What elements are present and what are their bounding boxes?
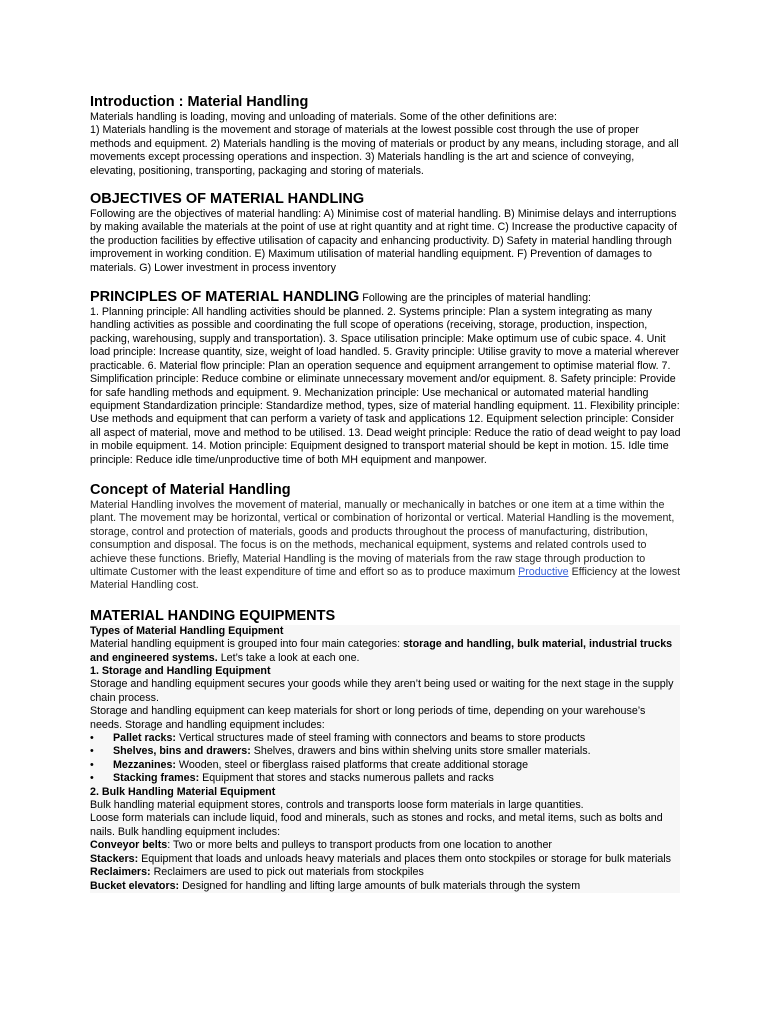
bulk-item-text: Reclaimers are used to pick out materials from stockpiles <box>150 866 424 879</box>
storage-heading-text: 1. Storage and Handling Equipment <box>90 665 271 677</box>
list-item-label: Mezzanines: <box>113 758 176 771</box>
document-page <box>90 94 682 893</box>
concept-tail: Efficiency at the lowest Material Handling cost. <box>90 565 681 592</box>
types-lead: Material handling equipment is grouped into four main categories: <box>90 638 404 651</box>
list-item-text: Vertical structures made of steel framing with connectors and beams to store products <box>175 732 586 745</box>
types-paragraph <box>90 638 680 665</box>
types-heading <box>90 625 680 638</box>
equipment-section <box>90 625 680 893</box>
list-item <box>90 772 680 785</box>
bulk-paragraph-1: Bulk handling material equipment stores, controls and transports loose form materials in large quantities. <box>90 799 584 812</box>
list-item-text: Wooden, steel or fiberglass raised platforms that create additional storage <box>175 758 529 771</box>
bulk-item-label: Stackers: <box>90 852 139 865</box>
principles-lead: Following are the principles of material handling: <box>359 292 592 305</box>
intro-paragraph-1: Materials handling is loading, moving and unloading of materials. Some of the other definitions are: <box>90 111 557 123</box>
bulk-paragraph-2: Loose form materials can include liquid, food and minerals, such as stones and rocks, and metal items, such as bolts and nails. Bulk handling equipment includes: <box>90 812 663 838</box>
intro-paragraph-2: 1) Materials handling is the movement and storage of materials at the lowest possible cost through the use of proper methods and equipment. 2) Materials handling is the moving of materials or product by any means, including storage, and all movements except processing operations and inspection. 3) Materials handling is the art and science of conveying, elevating, positioning, transporting, packaging and storing of materials. <box>90 124 679 177</box>
objectives-paragraph: Following are the objectives of material handling: A) Minimise cost of material handling. B) Minimise delays and interruptions by making available the materials at the point of use at right quantity and at right time. C) Increase the productive capacity of the production facilities by effective utilisation of capacity and enhancing productivity. D) Safety in material handling through improvement in working condition. E) Maximum utilisation of material handling equipment. F) Prevention of damages to materials. G) Lower investment in process inventory <box>90 208 677 274</box>
bulk-item-text: Designed for handling and lifting large amounts of bulk materials through the system <box>179 879 581 892</box>
list-item-label: Shelves, bins and drawers: <box>113 745 251 758</box>
types-categories: storage and handling, bulk material, industrial trucks and engineered systems. <box>90 638 673 664</box>
bullet-icon: • <box>90 758 94 771</box>
types-tail: Let’s take a look at each one. <box>217 651 360 664</box>
bulk-item-text: Equipment that loads and unloads heavy materials and places them onto stockpiles or storage for bulk materials <box>138 852 672 865</box>
bulk-heading-text: 2. Bulk Handling Material Equipment <box>90 785 276 798</box>
bulk-item-label: Conveyor belts <box>90 839 168 852</box>
types-heading-text: Types of Material Handling Equipment <box>90 624 284 637</box>
bulk-item <box>90 880 680 893</box>
principles-heading-line <box>90 289 682 306</box>
bulk-item-label: Reclaimers: <box>90 866 151 879</box>
objectives-heading: OBJECTIVES OF MATERIAL HANDLING <box>90 191 365 208</box>
list-item-text: Shelves, drawers and bins within shelving units store smaller materials. <box>250 745 591 758</box>
list-item-label: Pallet racks: <box>113 732 176 745</box>
bulk-item <box>90 853 680 866</box>
bullet-icon: • <box>90 745 94 758</box>
list-item-text: Equipment that stores and stacks numerous pallets and racks <box>199 772 494 785</box>
principles-paragraph: 1. Planning principle: All handling activities should be planned. 2. Systems principle: Plan a system integrating as many handling activities as possible and coordinating the full scope of operations (receiving, storage, production, inspection, packing, warehousing, supply and transportation). 3. Space utilisation principle: Make optimum use of cubic space. 4. Unit load principle: Increase quantity, size, weight of load handled. 5. Gravity principle: Utilise gravity to move a material wherever practicable. 6. Material flow principle: Plan an operation sequence and equipment arrangement to optimise material flow. 7. Simplification principle: Reduce combine or eliminate unnecessary movement and/or equipment. 8. Safety principle: Provide for safe handling methods and equipment. 9. Mechanization principle: Use mechanical or automated material handling equipment Standardization principle: Standardize method, types, size of material handling equipment. 11. Flexibility principle: Use methods and equipment that can perform a variety of task and applications 12. Equipment selection principle: Consider all aspect of material, move and method to be utilised. 13. Dead weight principle: Reduce the ratio of dead weight to pay load in mobile equipment. 14. Motion principle: Equipment designed to transport material should be kept in motion. 15. Idle time principle: Reduce idle time/unproductive time of both MH equipment and manpower. <box>90 306 681 466</box>
concept-text: Material Handling involves the movement of material, manually or mechanically in batches or one item at a time within the plant. The movement may be horizontal, vertical or combination of horizontal or vertical. Material Handling is the movement, storage, control and protection of materials, goods and products throughout the process of manufacturing, distribution, consumption and disposal. The focus is on the methods, mechanical equipment, systems and related controls used to achieve these functions. Briefly, Material Handling is the moving of materials from the raw stage through production to ultimate Customer with the least expenditure of time and effort so as to produce maximum <box>90 498 675 578</box>
bulk-item-label: Bucket elevators: <box>90 879 180 892</box>
productive-link[interactable]: Productive <box>518 565 569 578</box>
storage-heading <box>90 665 680 678</box>
bulk-item <box>90 866 680 879</box>
storage-list <box>90 732 680 786</box>
bulk-item-text: : Two or more belts and pulleys to transport products from one location to another <box>167 839 552 852</box>
list-item <box>90 759 680 772</box>
storage-paragraph-2: Storage and handling equipment can keep materials for short or long periods of time, depending on your warehouse’s needs. Storage and handling equipment includes: <box>90 705 646 731</box>
intro-heading: Introduction : Material Handling <box>90 94 309 110</box>
principles-heading: PRINCIPLES OF MATERIAL HANDLING <box>90 289 360 306</box>
concept-heading: Concept of Material Handling <box>90 481 291 498</box>
list-item <box>90 745 680 758</box>
bullet-icon: • <box>90 772 94 785</box>
list-item <box>90 732 680 745</box>
equipment-heading: MATERIAL HANDING EQUIPMENTS <box>90 607 336 624</box>
storage-paragraph-1: Storage and handling equipment secures your goods while they aren’t being used or waiting for the next stage in the supply chain process. <box>90 678 674 704</box>
bulk-heading <box>90 786 680 799</box>
concept-paragraph <box>90 499 682 593</box>
bulk-item <box>90 839 680 852</box>
bullet-icon: • <box>90 732 94 745</box>
list-item-label: Stacking frames: <box>113 772 200 785</box>
